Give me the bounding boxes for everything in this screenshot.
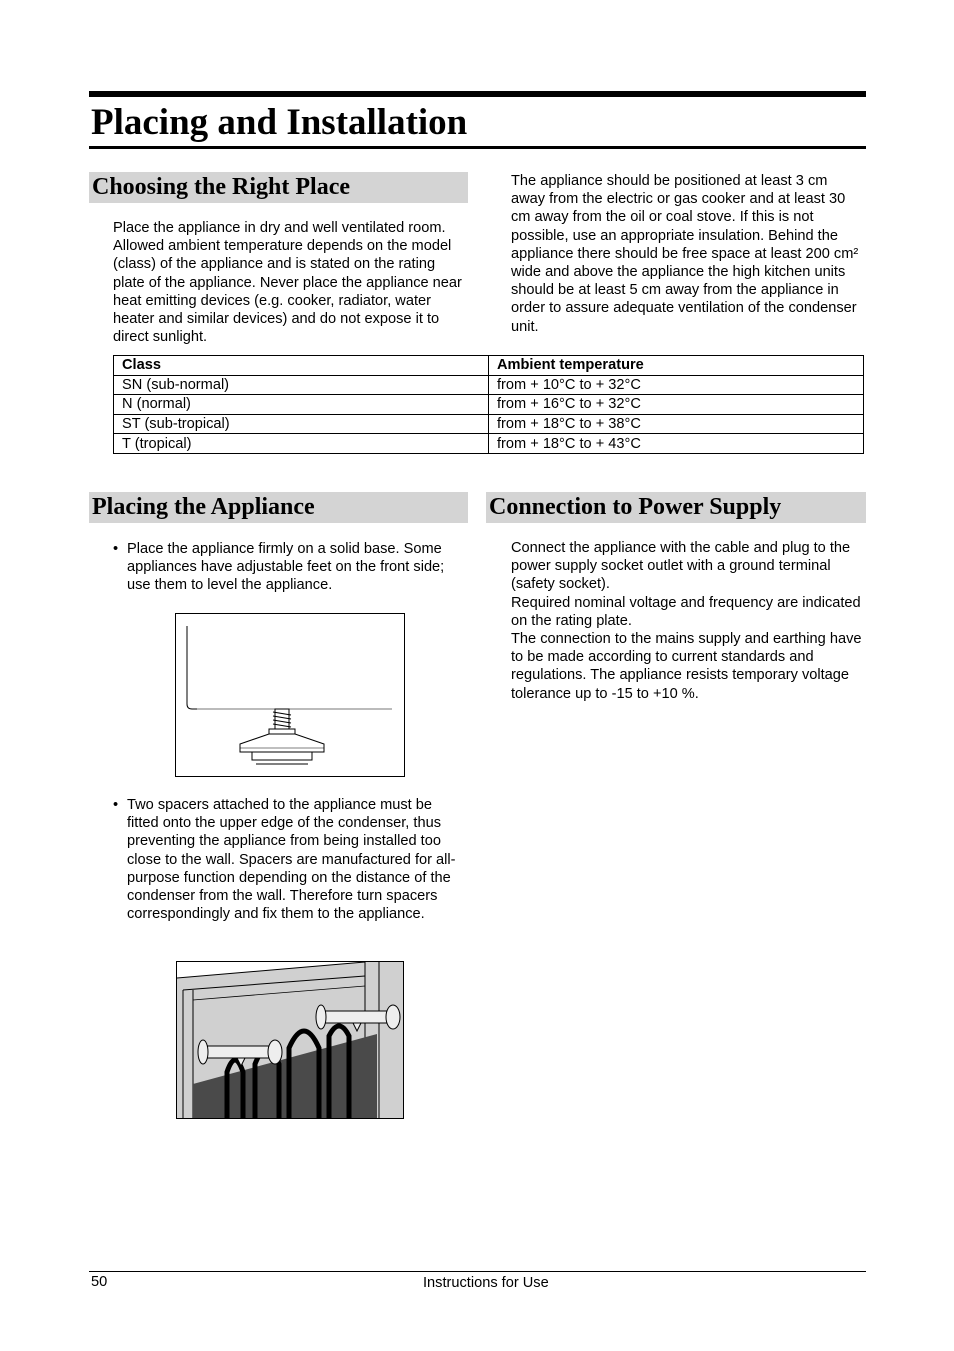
table-row — [114, 434, 864, 454]
list-item — [113, 540, 465, 595]
choosing-heading: Choosing the Right Place — [89, 172, 468, 203]
title-rule-bottom — [89, 146, 866, 149]
placing-heading: Placing the Appliance — [89, 492, 468, 523]
bullet-icon: • — [113, 797, 119, 813]
footer-rule — [89, 1271, 866, 1272]
table-row — [114, 375, 864, 395]
power-paragraph-2: Required nominal voltage and frequency are indicated on the rating plate. — [511, 594, 861, 629]
adjustable-foot-icon — [176, 614, 404, 776]
spacers-condenser-icon — [177, 962, 403, 1118]
placing-list-1 — [113, 540, 465, 595]
placing-list-2 — [113, 796, 465, 923]
table-cell-temperature: from + 16°C to + 32°C — [489, 395, 864, 415]
table-row — [114, 395, 864, 415]
table-row — [114, 414, 864, 434]
table-cell-class: T (tropical) — [114, 434, 489, 454]
list-item — [113, 796, 465, 923]
table-cell-temperature: from + 18°C to + 43°C — [489, 434, 864, 454]
power-heading: Connection to Power Supply — [486, 492, 866, 523]
choosing-right-text: The appliance should be positioned at least 3 cm away from the electric or gas cooker and at least 30 cm away from the oil or coal stove. If this is not possible, use an appropriate insulation. Behind the appliance there should be free space at least 200 cm² wide and above the appliance the high kitchen units should be at least 5 cm away from the appliance in order to assure adequate ventilation of the condenser unit. — [511, 173, 859, 335]
placing-bullet-1-text: Place the appliance firmly on a solid base. Some appliances have adjustable feet on the front side; use them to level the appliance. — [127, 541, 445, 594]
table-cell-temperature: from + 10°C to + 32°C — [489, 375, 864, 395]
page-title: Placing and Installation — [91, 102, 468, 143]
table-cell-class: N (normal) — [114, 395, 489, 415]
table-header-class: Class — [114, 356, 489, 376]
spacers-figure — [176, 961, 404, 1119]
adjustable-foot-figure — [175, 613, 405, 777]
title-rule-top — [89, 91, 866, 97]
power-paragraph-1: Connect the appliance with the cable and plug to the power supply socket outlet with a ground terminal (safety socket). — [511, 540, 851, 593]
table-cell-temperature: from + 18°C to + 38°C — [489, 414, 864, 434]
table-header-row — [114, 356, 864, 376]
table-cell-class: SN (sub-normal) — [114, 375, 489, 395]
choosing-left-text: Place the appliance in dry and well ventilated room. Allowed ambient temperature depends on the model (class) of the appliance and is stated on the rating plate of the appliance. Never place the appliance near heat emitting devices (e.g. cooker, radiator, water heater and similar devices) and do not expose it to direct sunlight. — [113, 220, 462, 346]
bullet-icon: • — [113, 541, 119, 557]
table-header-temperature: Ambient temperature — [489, 356, 864, 376]
class-table — [113, 355, 864, 454]
footer-text: Instructions for Use — [423, 1275, 549, 1291]
power-text — [511, 539, 863, 703]
placing-bullet-2-text: Two spacers attached to the appliance must be fitted onto the upper edge of the condenser, thus preventing the appliance from being installed too close to the wall. Spacers are manufactured for all-purpose function depending on the distance of the condenser from the wall. Therefore turn spacers correspondingly and fix them to the appliance. — [127, 797, 456, 923]
table-cell-class: ST (sub-tropical) — [114, 414, 489, 434]
page-number: 50 — [91, 1274, 108, 1290]
power-paragraph-3: The connection to the mains supply and earthing have to be made according to current standards and regulations. The appliance resists temporary voltage tolerance up to -15 to +10 %. — [511, 631, 862, 702]
